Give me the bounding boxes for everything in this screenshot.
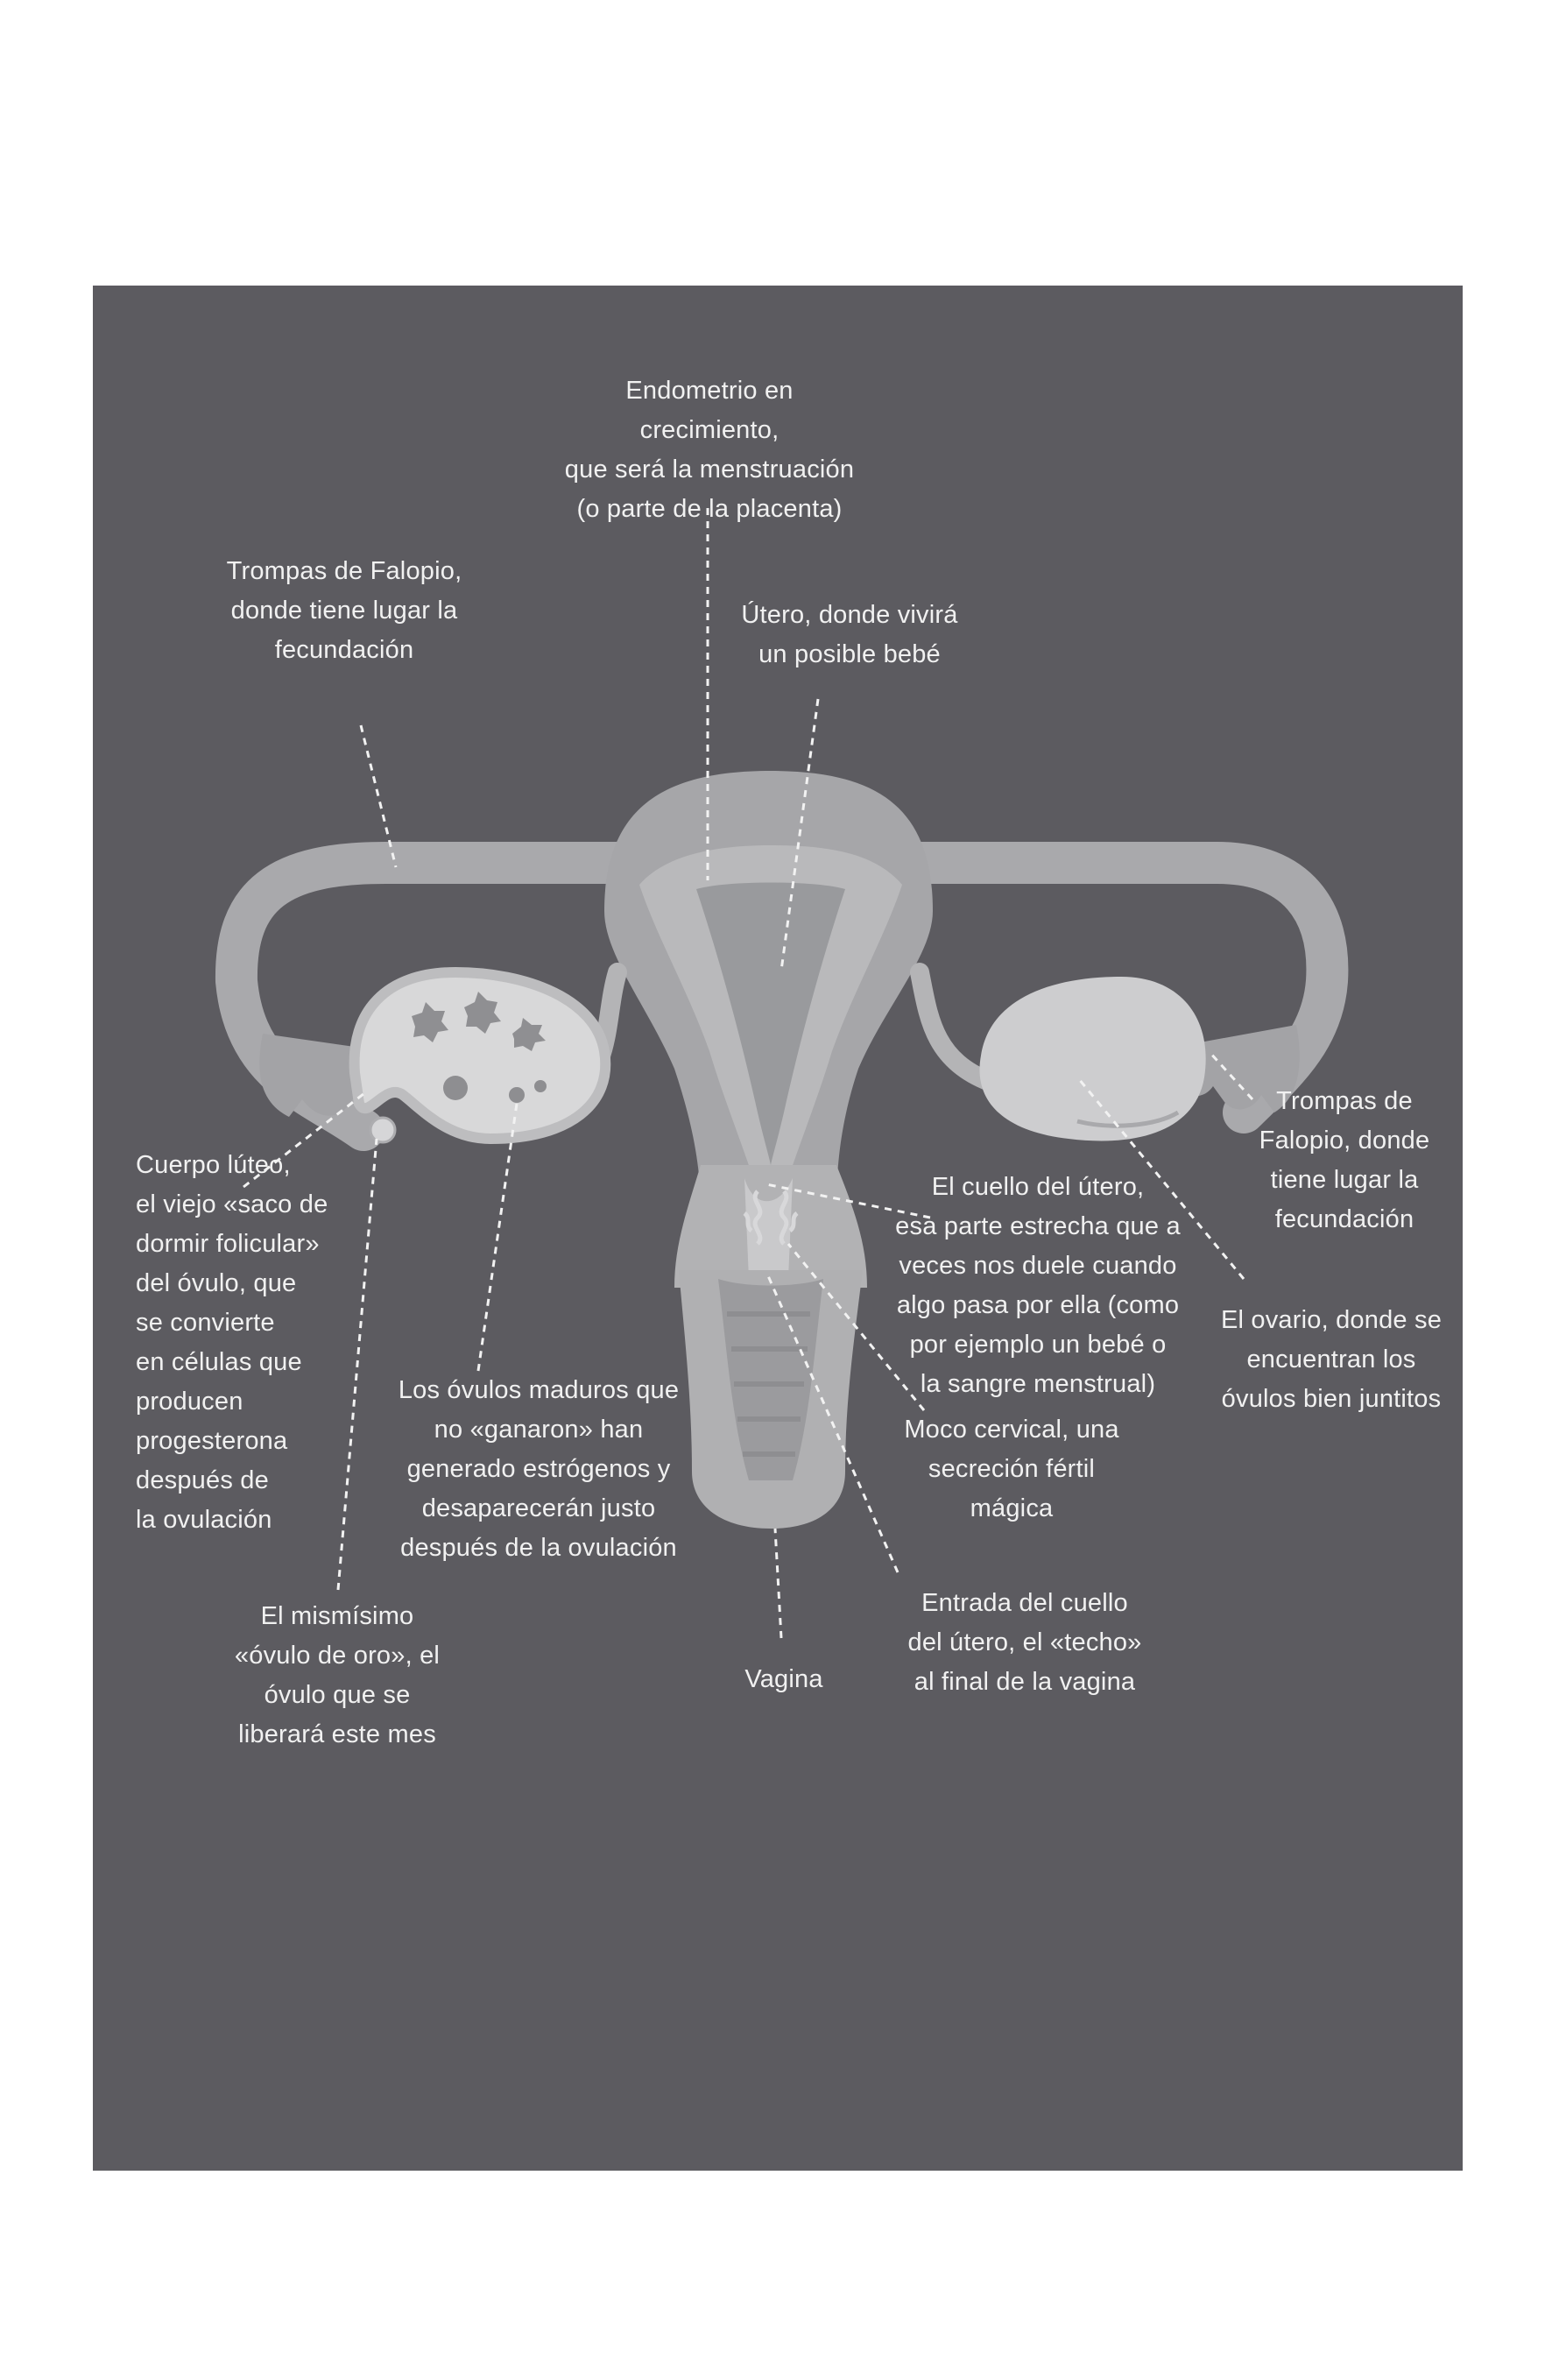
follicle-large xyxy=(443,1076,468,1100)
golden-ovum xyxy=(370,1118,395,1142)
label-endometrio: Endometrio en crecimiento, que será la menstruación (o parte de la placenta) xyxy=(564,377,855,523)
leader-vagina xyxy=(775,1529,781,1638)
label-moco-cervical: Moco cervical, una secreción fértil mágica xyxy=(904,1416,1119,1522)
follicle-tiny xyxy=(534,1080,547,1092)
follicle-small xyxy=(509,1087,525,1103)
label-utero: Útero, donde vivirá un posible bebé xyxy=(741,601,958,668)
ovarian-ligament-right xyxy=(920,972,990,1082)
label-trompas-left: Trompas de Falopio, donde tiene lugar la fecundación xyxy=(226,557,462,664)
label-vagina: Vagina xyxy=(744,1665,823,1693)
label-cuello-utero: El cuello del útero, esa parte estrecha que a veces nos duele cuando algo pasa por ella (como por ejemplo un bebé o la sangre menstrual) xyxy=(895,1173,1181,1398)
label-trompas-right: Trompas de Falopio, donde tiene lugar la fecundación xyxy=(1259,1087,1430,1233)
label-ovulos-maduros: Los óvulos maduros que no «ganaron» han generado estrógenos y desaparecerán justo después de la ovulación xyxy=(398,1376,680,1562)
label-cuerpo-luteo: Cuerpo lúteo, el viejo «saco de dormir folicular» del óvulo, que se convierte en células que producen progesterona después de la ovulación xyxy=(136,1151,328,1534)
label-entrada-cuello: Entrada del cuello del útero, el «techo» al final de la vagina xyxy=(907,1589,1142,1696)
label-ovulo-oro: El mismísimo «óvulo de oro», el óvulo que se liberará este mes xyxy=(234,1602,441,1748)
label-ovario: El ovario, donde se encuentran los óvulos bien juntitos xyxy=(1220,1306,1443,1413)
